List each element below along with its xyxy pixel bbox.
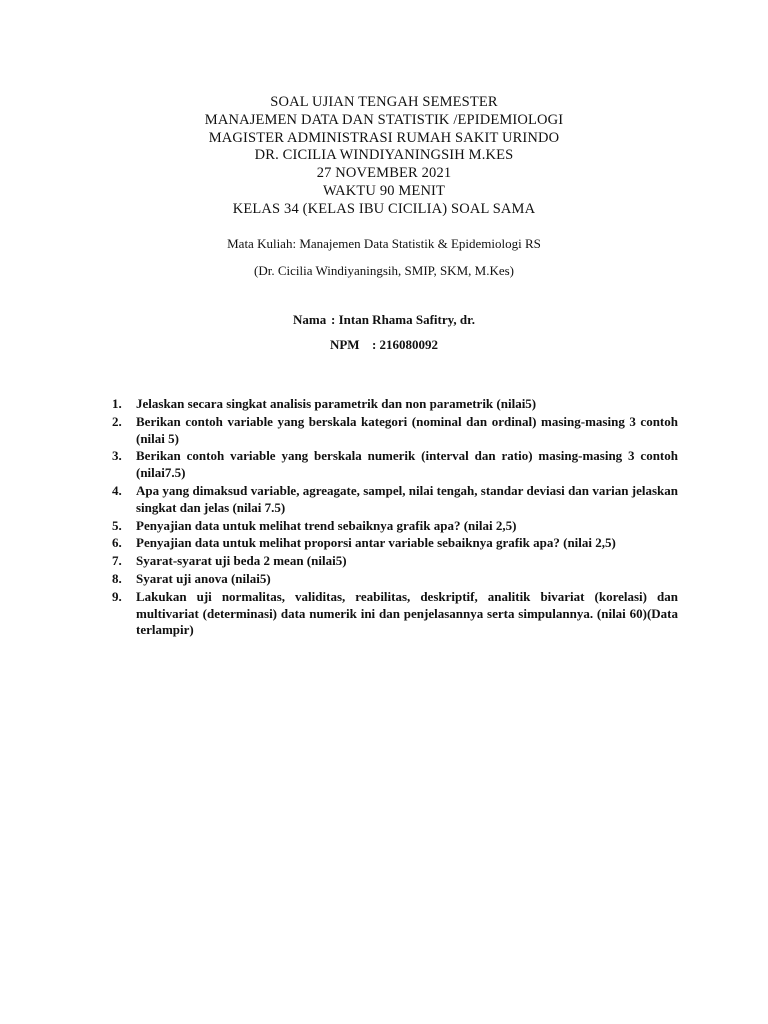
question-text: Apa yang dimaksud variable, agreagate, sampel, nilai tengah, standar deviasi dan varian jelaskan singkat dan jelas (nilai 7.5) <box>136 482 678 515</box>
question-text: Berikan contoh variable yang berskala kategori (nominal dan ordinal) masing-masing 3 contoh (nilai 5) <box>136 413 678 446</box>
question-item <box>112 535 678 552</box>
exam-header <box>0 94 768 219</box>
question-text: Berikan contoh variable yang berskala numerik (interval dan ratio) masing-masing 3 contoh (nilai7.5) <box>136 448 678 481</box>
student-name-row <box>0 312 768 328</box>
header-class: KELAS 34 (KELAS IBU CICILIA) SOAL SAMA <box>232 200 536 217</box>
question-text: Syarat uji anova (nilai5) <box>136 570 271 586</box>
course-lecturer: (Dr. Cicilia Windiyaningsih, SMIP, SKM, M.Kes) <box>254 263 514 278</box>
question-item <box>112 414 678 448</box>
student-npm-value: : 216080092 <box>371 337 439 352</box>
question-text: Syarat-syarat uji beda 2 mean (nilai5) <box>136 553 347 569</box>
question-item <box>112 448 678 482</box>
question-number: 7. <box>112 553 122 569</box>
student-npm-row <box>0 337 768 353</box>
question-text: Jelaskan secara singkat analisis parametrik dan non parametrik (nilai5) <box>136 396 537 411</box>
question-item <box>112 589 678 639</box>
question-item <box>112 396 678 413</box>
question-item <box>112 483 678 517</box>
question-item <box>112 553 678 570</box>
header-course: MANAJEMEN DATA DAN STATISTIK /EPIDEMIOLOGI <box>204 111 564 128</box>
question-list <box>112 396 678 640</box>
header-title: SOAL UJIAN TENGAH SEMESTER <box>270 94 498 110</box>
header-program: MAGISTER ADMINISTRASI RUMAH SAKIT URINDO <box>208 129 560 146</box>
question-number: 5. <box>112 517 122 533</box>
question-number: 1. <box>112 396 122 411</box>
question-number: 9. <box>112 588 122 604</box>
header-lecturer: DR. CICILIA WINDIYANINGSIH M.KES <box>254 147 514 164</box>
header-duration: WAKTU 90 MENIT <box>322 182 446 199</box>
question-number: 8. <box>112 570 122 586</box>
question-item <box>112 518 678 535</box>
course-subject: Mata Kuliah: Manajemen Data Statistik & Epidemiologi RS <box>227 236 541 251</box>
question-text: Penyajian data untuk melihat proporsi antar variable sebaiknya grafik apa? (nilai 2,5) <box>136 535 616 551</box>
question-number: 2. <box>112 413 122 429</box>
question-number: 6. <box>112 535 122 551</box>
question-number: 4. <box>112 482 122 498</box>
header-date: 27 NOVEMBER 2021 <box>316 165 452 182</box>
question-item <box>112 571 678 588</box>
question-text: Lakukan uji normalitas, validitas, reabilitas, deskriptif, analitik bivariat (korelasi) dan multivariat (determinasi) data numerik ini dan penjelasannya serta simpulannya. (nilai 60)(Data terlampir) <box>136 588 678 638</box>
student-name-value: : Intan Rhama Safitry, dr. <box>331 312 475 327</box>
question-text: Penyajian data untuk melihat trend sebaiknya grafik apa? (nilai 2,5) <box>136 517 517 533</box>
student-name-label: Nama <box>293 312 327 327</box>
question-number: 3. <box>112 448 122 464</box>
student-npm-label: NPM <box>329 337 360 352</box>
